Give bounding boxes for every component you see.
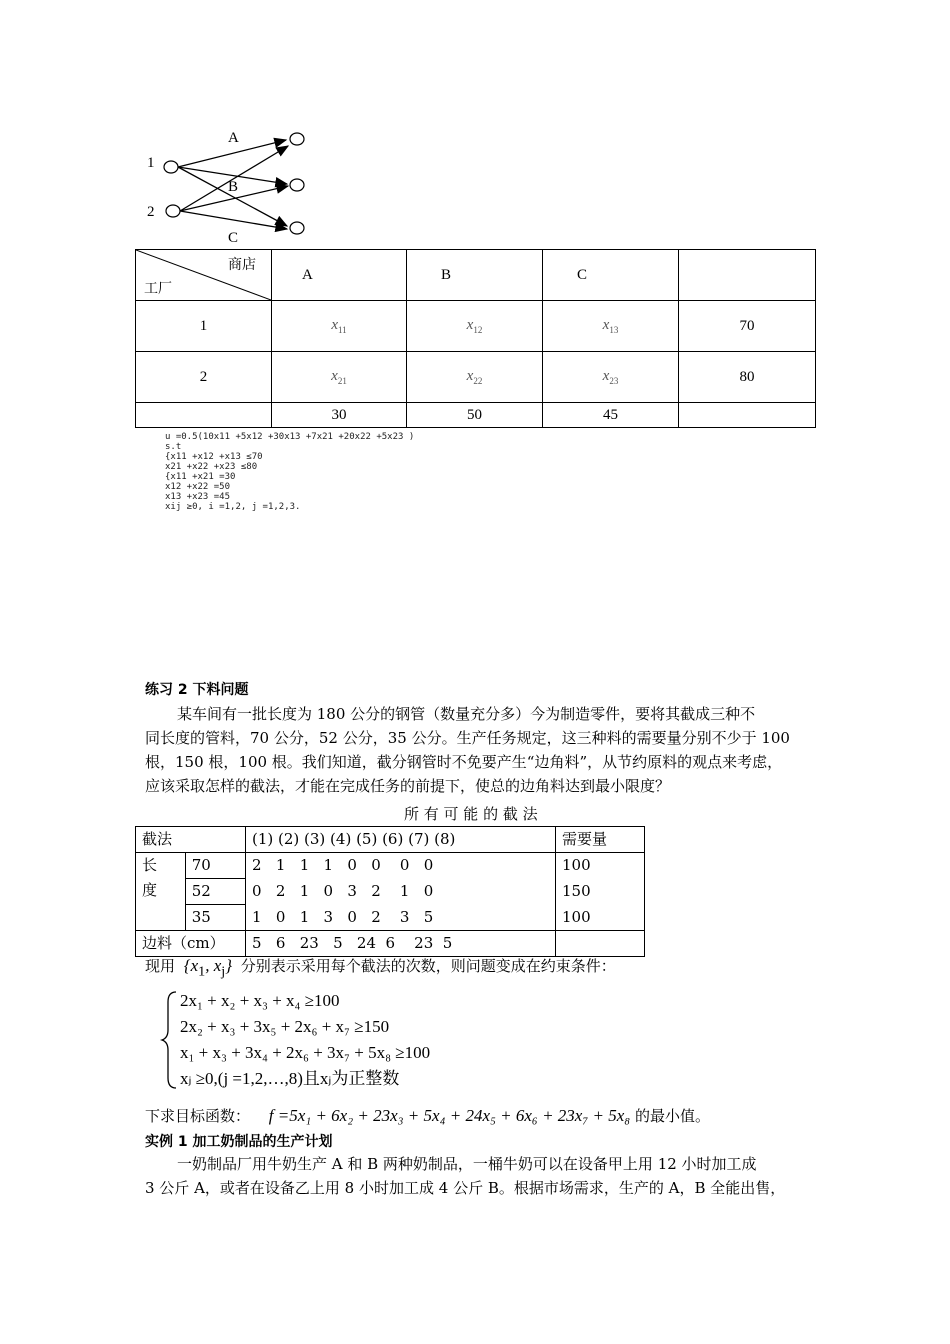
demand-A: 30 (272, 403, 407, 428)
node-store-C (290, 222, 304, 234)
var-x22: $x_{22}$ (466, 368, 483, 386)
len-52: 52 (185, 879, 245, 905)
table-row (136, 905, 645, 931)
example1-title: 实例 1 加工奶制品的生产计划 (145, 1134, 333, 1150)
transport-model-formulas (165, 432, 565, 512)
table-row (136, 301, 816, 352)
cut-table-caption: 所 有 可 能 的 截 法 (404, 805, 538, 823)
need-52: 150 (556, 879, 645, 905)
demand-B: 50 (407, 403, 543, 428)
corner-bottom-label: 工厂 (144, 281, 172, 297)
node-factory-2 (166, 205, 180, 217)
supply-2: 80 (679, 352, 816, 403)
waste-row (136, 931, 645, 957)
node-label-1: 1 (147, 155, 155, 171)
h-cols: (1) (2) (3) (4) (5) (6) (7) (8) (246, 827, 556, 853)
edge-label-C: C (228, 230, 239, 246)
transport-network-diagram (140, 120, 340, 250)
table-header-row (136, 827, 645, 853)
exercise2-title: 练习 2 下料问题 (145, 682, 249, 698)
len-35: 35 (185, 905, 245, 931)
need-35: 100 (556, 905, 645, 931)
col-header-B: B (407, 250, 543, 301)
table-row (136, 879, 645, 905)
constraint-1: 2x₁ + x₂ + x₃ + x₄ ≥100 (180, 991, 340, 1010)
row-label-1: 1 (136, 301, 272, 352)
table-row (136, 352, 816, 403)
edge-label-A: A (228, 130, 239, 146)
var-x21: $x_{21}$ (331, 368, 347, 386)
constraint-system (180, 988, 430, 1092)
node-label-2: 2 (147, 204, 155, 220)
var-x23: $x_{23}$ (602, 368, 619, 386)
col-header-C: C (543, 250, 679, 301)
exercise2-paragraph: 某车间有一批长度为 180 公分的钢管（数量充分多）今为制造零件，要将其截成三种不 同长度的管料，70 公分，52 公分，35 公分。生产任务规定，这三种料的需要量分别不少于 100 根，150 根，100 根。我们知道，截分钢管时不免要产生“边角料”，从节约原料的观点来考虑， 应该采取怎样的截法，才能在完成任务的前提下，使总的边角料达到最小限度？ (145, 705, 790, 795)
model-line: {x11 +x21 =30 (165, 472, 236, 482)
model-line: x12 +x22 =50 (165, 482, 231, 492)
len-70: 70 (185, 853, 245, 879)
waste-label: 边料（cm） (136, 931, 246, 957)
demand-C: 45 (543, 403, 679, 428)
edge-label-B: B (228, 179, 239, 195)
example1-paragraph: 一奶制品厂用牛奶生产 A 和 B 两种奶制品，一桶牛奶可以在设备甲上用 12 小时加工成 3 公斤 A，或者在设备乙上用 8 小时加工成 4 公斤 B。根据市场需求，生产的 A，B 全能出售， (145, 1155, 786, 1197)
model-line: {x11 +x12 +x13 ≤70 (165, 452, 263, 462)
corner-top-label: 商店 (228, 257, 256, 273)
node-store-A (290, 133, 304, 145)
var-x12: $x_{12}$ (466, 317, 483, 335)
row-label-length: 长 度 (136, 853, 186, 931)
constraint-4: xⱼ ≥0,(j =1,2,…,8)且xⱼ为正整数 (180, 1069, 400, 1088)
model-line: x13 +x23 =45 (165, 492, 231, 502)
cuts-52: 0 2 1 0 3 2 1 0 (246, 879, 556, 905)
edge-2-C (180, 211, 287, 229)
variables-sentence: 现用 {$x_1$, $x_j$} 分别表示采用每个截法的次数，则问题变成在约束条件： (145, 956, 616, 980)
cutting-methods-table (135, 826, 645, 957)
objective-line: 下求目标函数： f =5x₁ + 6x₂ + 23x₃ + 5x₄ + 24x₅ + 6x₆ + 23x₇ + 5x₈ 的最小值。 (145, 1106, 710, 1125)
var-x13: $x_{13}$ (602, 317, 619, 335)
demand-row (136, 403, 816, 428)
model-line: s.t (165, 442, 182, 452)
row-label-2: 2 (136, 352, 272, 403)
model-line: xij ≥0, i =1,2, j =1,2,3. (165, 502, 301, 512)
objective-function: f =5x₁ + 6x₂ + 23x₃ + 5x₄ + 24x₅ + 6x₆ + 23x₇ + 5x₈ (268, 1106, 631, 1125)
var-x11: $x_{11}$ (331, 317, 347, 335)
model-line: x21 +x22 +x23 ≤80 (165, 462, 258, 472)
supply-1: 70 (679, 301, 816, 352)
corner-cell (136, 250, 272, 301)
constraint-2: 2x₂ + x₃ + 3x₅ + 2x₆ + x₇ ≥150 (180, 1017, 390, 1036)
model-line: u =0.5(10x11 +5x12 +30x13 +7x21 +20x22 +5x23 ) (165, 432, 415, 442)
need-70: 100 (556, 853, 645, 879)
node-factory-1 (164, 161, 178, 173)
table-row (136, 853, 645, 879)
col-header-supply (679, 250, 816, 301)
h-need: 需要量 (556, 827, 645, 853)
brace-icon (160, 990, 180, 1090)
table-header-row (136, 250, 816, 301)
transport-table (135, 249, 816, 428)
cuts-35: 1 0 1 3 0 2 3 5 (246, 905, 556, 931)
cuts-70: 2 1 1 1 0 0 0 0 (246, 853, 556, 879)
node-store-B (290, 179, 304, 191)
waste-values: 5 6 23 5 24 6 23 5 (246, 931, 556, 957)
constraint-3: x₁ + x₃ + 3x₄ + 2x₆ + 3x₇ + 5x₈ ≥100 (180, 1043, 431, 1062)
col-header-A: A (272, 250, 407, 301)
h-method: 截法 (136, 827, 246, 853)
